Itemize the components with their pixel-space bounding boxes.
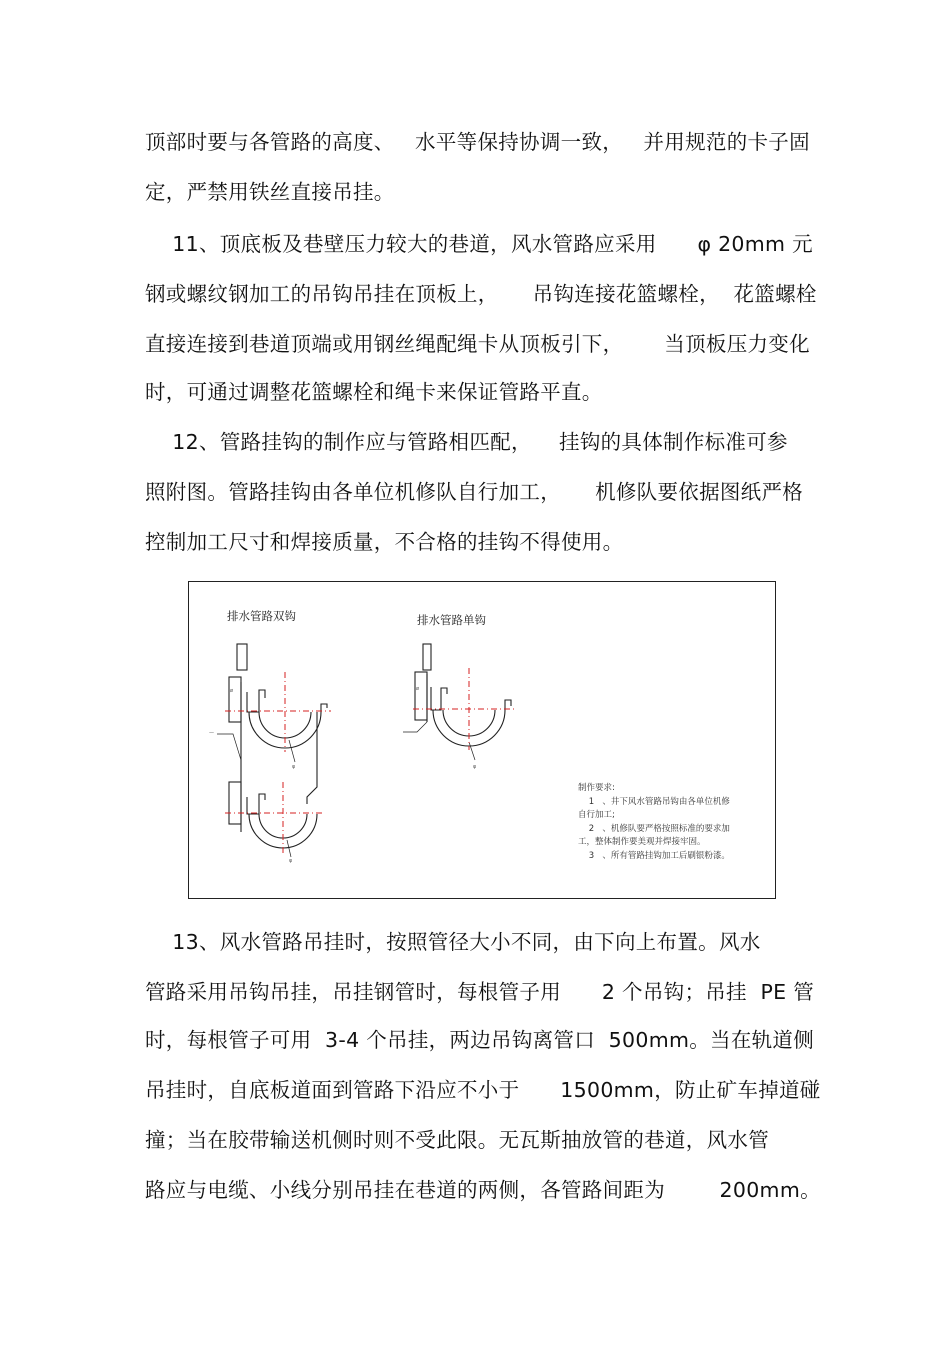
single-hook-drawing bbox=[403, 644, 511, 760]
p11-line-1: 11、顶底板及巷壁压力较大的巷道，风水管路应采用 φ 20mm 元 bbox=[145, 232, 813, 256]
p13-line-1: 13、风水管路吊挂时，按照管径大小不同，由下向上布置。风水 bbox=[145, 930, 761, 954]
note-line-1: 1 、井下风水管路吊钩由各单位机修 bbox=[578, 797, 730, 807]
double-hook-lower-bracket bbox=[247, 794, 265, 814]
double-hook-dim-4: φ bbox=[289, 858, 293, 864]
double-hook-dim-1: ø bbox=[230, 688, 234, 694]
double-hook-dim-3: φ bbox=[292, 764, 296, 770]
double-hook-top-plate bbox=[237, 644, 247, 670]
p13-line-2: 管路采用吊钩吊挂，吊挂钢管时，每根管子用 2 个吊钩；吊挂 PE 管 bbox=[145, 980, 815, 1004]
double-hook-clamp-upper bbox=[229, 677, 241, 722]
single-hook-title: 排水管路单钩 bbox=[417, 613, 486, 627]
double-hook-drawing bbox=[217, 644, 327, 857]
p11-line-3: 直接连接到巷道顶端或用钢丝绳配绳卡从顶板引下， 当顶板压力变化 bbox=[145, 332, 810, 356]
double-hook-clamp-lower bbox=[229, 782, 241, 824]
p12-line-2: 照附图。管路挂钩由各单位机修队自行加工， 机修队要依据图纸严格 bbox=[145, 480, 804, 504]
p13-line-4: 吊挂时，自底板道面到管路下沿应不小于 1500mm，防止矿车掉道碰 bbox=[145, 1078, 821, 1102]
note-line-5: 3 、所有管路挂钩加工后刷银粉漆。 bbox=[578, 851, 730, 861]
p13-line-3: 时，每根管子可用 3-4 个吊挂，两边吊钩离管口 500mm。当在轨道侧 bbox=[145, 1028, 815, 1052]
p10-line-1: 顶部时要与各管路的高度、 水平等保持协调一致， 并用规范的卡子固 bbox=[145, 130, 810, 154]
p13-line-5: 撞；当在胶带输送机侧时则不受此限。无瓦斯抽放管的巷道，风水管 bbox=[145, 1128, 769, 1152]
note-line-3: 2 、机修队要严格按照标准的要求加 bbox=[578, 824, 730, 834]
p12-line-1: 12、管路挂钩的制作应与管路相匹配， 挂钩的具体制作标准可参 bbox=[145, 430, 788, 454]
p12-line-3: 控制加工尺寸和焊接质量，不合格的挂钩不得使用。 bbox=[145, 530, 624, 554]
single-hook-centerlines bbox=[413, 668, 515, 750]
note-heading: 制作要求: bbox=[578, 783, 615, 793]
double-hook-rod bbox=[307, 712, 317, 804]
single-hook-clamp bbox=[415, 672, 427, 720]
double-hook-title: 排水管路双钩 bbox=[227, 609, 296, 623]
p10-line-2: 定，严禁用铁丝直接吊挂。 bbox=[145, 180, 395, 204]
p13-line-6: 路应与电缆、小线分别吊挂在巷道的两侧，各管路间距为 200mm。 bbox=[145, 1178, 821, 1202]
double-hook-upper-bracket bbox=[247, 690, 265, 712]
single-hook-dim-2: φ bbox=[473, 764, 477, 770]
single-hook-top-plate bbox=[423, 644, 431, 670]
p11-line-4: 时，可通过调整花篮螺栓和绳卡来保证管路平直。 bbox=[145, 380, 603, 404]
single-hook-bracket bbox=[431, 687, 447, 710]
note-line-4: 工，整体制作要美观并焊接牢固。 bbox=[578, 837, 706, 847]
p11-line-2: 钢或螺纹钢加工的吊钩吊挂在顶板上， 吊钩连接花篮螺栓， 花篮螺栓 bbox=[145, 282, 817, 306]
single-hook-dim-1: ø bbox=[416, 686, 420, 692]
double-hook-dim-2: — bbox=[209, 730, 214, 736]
note-line-2: 自行加工; bbox=[578, 810, 615, 820]
